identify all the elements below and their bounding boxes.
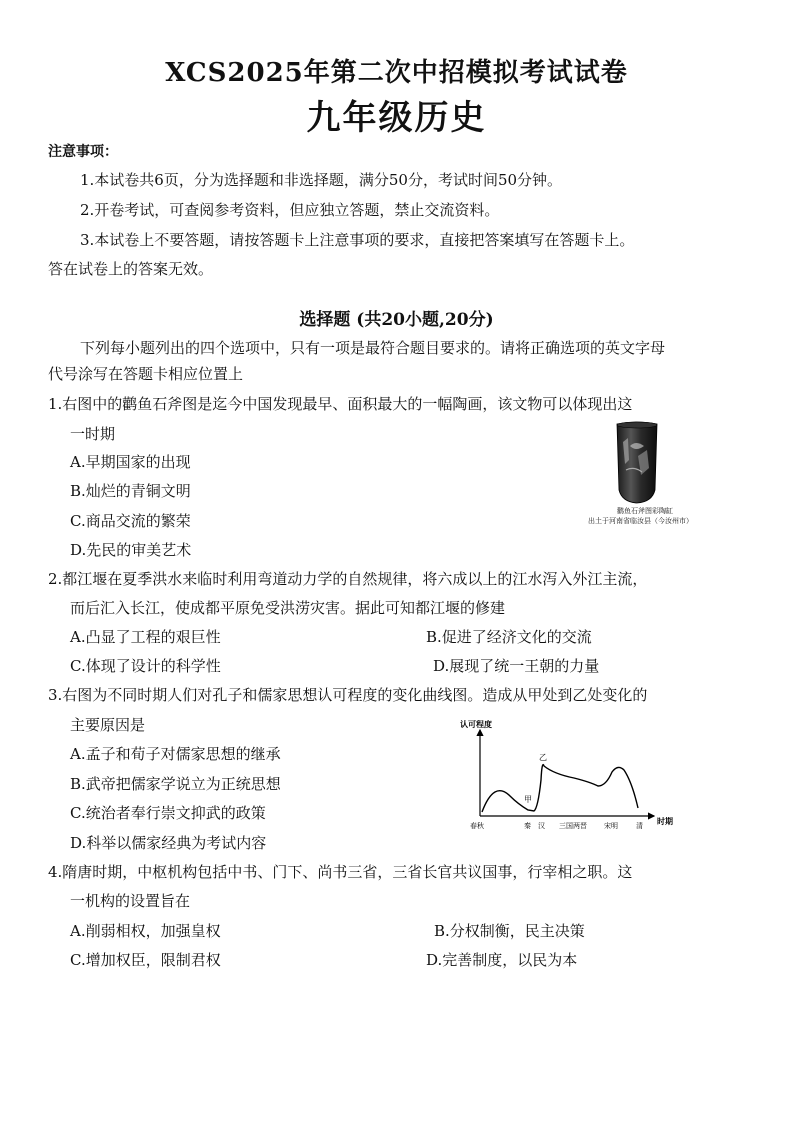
notice-heading: 注意事项： bbox=[48, 144, 118, 160]
q4-option-a: A.削弱相权，加强皇权 bbox=[70, 922, 221, 940]
q2-stem-1: 2.都江堰在夏季洪水来临时利用弯道动力学的自然规律，将六成以上的江水泻入外江主流， bbox=[48, 570, 648, 588]
q3-option-a: A.孟子和荀子对儒家思想的继承 bbox=[70, 745, 281, 763]
recognition-curve-chart bbox=[458, 720, 690, 832]
q1-option-b: B.灿烂的青铜文明 bbox=[70, 482, 191, 500]
figure-caption-source: 出土于河南省临汝县（今汝州市） bbox=[588, 517, 693, 525]
x-axis-label: 时期 bbox=[657, 817, 673, 826]
notice-item-3: 3.本试卷上不要答题，请按答题卡上注意事项的要求，直接把答案填写在答题卡上。 bbox=[80, 231, 635, 249]
notice-item-3-cont: 答在试卷上的答案无效。 bbox=[48, 260, 214, 278]
tick-label-qing: 清 bbox=[636, 822, 643, 830]
q1-option-d: D.先民的审美艺术 bbox=[70, 541, 192, 559]
q2-stem-2: 而后汇入长江，使成都平原免受洪涝灾害。据此可知都江堰的修建 bbox=[70, 599, 506, 617]
figure-caption-title: 鹳鱼石斧图彩陶缸 bbox=[617, 507, 673, 515]
q4-stem-2: 一机构的设置旨在 bbox=[70, 892, 191, 910]
exam-title: XCS2025年第二次中招模拟考试试卷 bbox=[165, 58, 628, 88]
q1-option-c: C.商品交流的繁荣 bbox=[70, 512, 191, 530]
section-intro-2: 代号涂写在答题卡相应位置上 bbox=[48, 365, 244, 383]
q4-option-c: C.增加权臣，限制君权 bbox=[70, 951, 221, 969]
q4-option-d: D.完善制度，以民为本 bbox=[426, 951, 578, 969]
notice-item-2: 2.开卷考试，可查阅参考资料，但应独立答题，禁止交流资料。 bbox=[80, 201, 500, 219]
q3-option-c: C.统治者奉行崇文抑武的政策 bbox=[70, 804, 266, 822]
q2-option-b: B.促进了经济文化的交流 bbox=[426, 628, 592, 646]
tick-label-qin: 秦 bbox=[524, 822, 531, 830]
tick-label-sanguo: 三国两晋 bbox=[559, 822, 587, 830]
q2-option-d: D.展现了统一王朝的力量 bbox=[433, 657, 600, 675]
section-intro-1: 下列每小题列出的四个选项中，只有一项是最符合题目要求的。请将正确选项的英文字母 bbox=[80, 339, 666, 357]
tick-label-songming: 宋明 bbox=[604, 822, 618, 830]
label-yi: 乙 bbox=[539, 753, 547, 762]
y-axis-label: 认可程度 bbox=[460, 720, 492, 729]
pottery-jar-image bbox=[614, 420, 660, 504]
q4-option-b: B.分权制衡，民主决策 bbox=[434, 922, 585, 940]
exam-subject: 九年级历史 bbox=[306, 98, 487, 138]
notice-item-1: 1.本试卷共6页，分为选择题和非选择题，满分50分，考试时间50分钟。 bbox=[80, 171, 563, 189]
q2-option-c: C.体现了设计的科学性 bbox=[70, 657, 221, 675]
q1-stem-1: 1.右图中的鹳鱼石斧图是迄今中国发现最早、面积最大的一幅陶画，该文物可以体现出这 bbox=[48, 395, 633, 413]
section-title: 选择题 (共20小题,20分) bbox=[299, 310, 494, 330]
tick-label-chunqiu: 春秋 bbox=[470, 822, 484, 830]
tick-label-han: 汉 bbox=[538, 822, 545, 830]
q3-stem-2: 主要原因是 bbox=[70, 716, 146, 734]
label-jia: 甲 bbox=[524, 795, 532, 804]
q1-option-a: A.早期国家的出现 bbox=[70, 453, 191, 471]
q3-stem-1: 3.右图为不同时期人们对孔子和儒家思想认可程度的变化曲线图。造成从甲处到乙处变化的 bbox=[48, 686, 648, 704]
q4-stem-1: 4.隋唐时期，中枢机构包括中书、门下、尚书三省，三省长官共议国事，行宰相之职。这 bbox=[48, 863, 633, 881]
recognition-curve bbox=[482, 765, 638, 812]
q1-stem-2: 一时期 bbox=[70, 425, 116, 443]
q3-option-b: B.武帝把儒家学说立为正统思想 bbox=[70, 775, 281, 793]
q3-option-d: D.科举以儒家经典为考试内容 bbox=[70, 834, 267, 852]
q2-option-a: A.凸显了工程的艰巨性 bbox=[70, 628, 221, 646]
